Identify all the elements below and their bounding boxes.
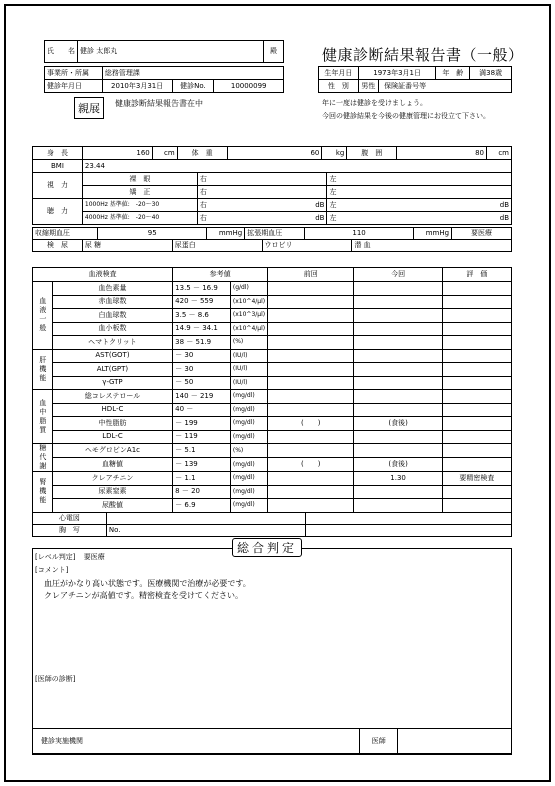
ref-unit: (mg/dl): [230, 458, 267, 472]
prev-value: [268, 322, 354, 336]
date-label: 健診年月日: [45, 80, 103, 93]
ref-unit: (x10^4/μl): [230, 295, 267, 309]
ref-range: － 6.9: [173, 499, 231, 513]
test-name: ALT(GPT): [52, 363, 172, 377]
vision-label: 視 力: [33, 173, 83, 199]
age-label: 年 齢: [436, 67, 470, 80]
doctor-label: 医師: [360, 729, 398, 755]
prev-value: [268, 444, 354, 458]
height-unit: cm: [152, 147, 177, 160]
name-block: [44, 40, 284, 63]
institution-label: 健診実施機関: [33, 729, 360, 755]
test-name: クレアチニン: [52, 472, 172, 486]
height-value: 160: [82, 147, 152, 160]
group-label-lipid: 血中脂質: [38, 398, 47, 435]
eval-value: [442, 322, 511, 336]
ref-unit: (x10^4/μl): [230, 322, 267, 336]
prev-value: [268, 336, 354, 350]
weight-value: 60: [227, 147, 322, 160]
blood-row: [33, 349, 512, 363]
company-value: 総務管理課: [102, 67, 283, 80]
vision-corrected-right: 右: [197, 186, 327, 199]
waist-unit: cm: [487, 147, 512, 160]
blood-row: [33, 309, 512, 323]
ref-range: － 139: [173, 458, 231, 472]
ref-unit: (g/dl): [230, 282, 267, 296]
eval-value: [442, 336, 511, 350]
vision-naked-left: 左: [327, 173, 512, 186]
height-label: 身 長: [33, 147, 83, 160]
hearing-4000-left-label: 左: [329, 213, 337, 222]
blood-row: [33, 376, 512, 390]
urine-label: 検 尿: [33, 240, 83, 252]
eval-value: [442, 417, 511, 431]
blood-row: [33, 499, 512, 513]
ref-range: 13.5 － 16.9: [173, 282, 231, 296]
ref-unit: (%): [230, 444, 267, 458]
summary-heading: 総合判定: [232, 538, 302, 557]
blood-row: [33, 458, 512, 472]
hearing-4000-right: [197, 212, 327, 225]
sbp-label: 収縮期血圧: [33, 228, 98, 240]
curr-value: [354, 390, 442, 404]
prev-value: [268, 363, 354, 377]
ref-range: － 199: [173, 417, 231, 431]
blood-test-table: [32, 267, 512, 513]
test-name: ヘマトクリット: [52, 336, 172, 350]
hearing-1000-left-label: 左: [329, 200, 337, 209]
group-label-anemia: 血液一般: [38, 297, 47, 334]
urine-sugar-label: 尿 糖: [82, 240, 172, 252]
col-test: 血液検査: [33, 268, 173, 282]
dbp-label: 拡張期血圧: [245, 228, 305, 240]
ref-range: － 30: [173, 363, 231, 377]
hearing-1000-right-unit: dB: [315, 200, 325, 209]
hearing-1000-right-label: 右: [199, 200, 207, 209]
blood-row: [33, 444, 512, 458]
prev-value: [268, 485, 354, 499]
bmi-value: 23.44: [82, 160, 511, 173]
test-name: 赤血球数: [52, 295, 172, 309]
eval-value: [442, 430, 511, 444]
curr-value: (食後): [354, 458, 442, 472]
blood-row: [33, 403, 512, 417]
test-name: HDL-C: [52, 403, 172, 417]
curr-value: [354, 295, 442, 309]
comment-2: クレアチニンが高値です。精密検査を受けてください。: [44, 591, 244, 600]
level-label: [レベル判定]: [35, 553, 76, 561]
body-measurements: [32, 146, 512, 173]
urine-test: [32, 239, 512, 252]
prev-value: [268, 295, 354, 309]
company-label: 事業所・所属: [45, 67, 103, 80]
blood-row: [33, 485, 512, 499]
col-curr: 今回: [354, 268, 442, 282]
blood-row: [33, 430, 512, 444]
col-eval: 評 価: [442, 268, 511, 282]
sbp-value: 95: [98, 228, 207, 240]
prev-value: [268, 282, 354, 296]
weight-unit: kg: [322, 147, 347, 160]
sex-label: 性 別: [319, 80, 359, 93]
ref-unit: (mg/dl): [230, 430, 267, 444]
hz1000-label: 1000Hz 基準値: -20〜30: [82, 199, 197, 212]
xray-label: 胸 写: [33, 525, 107, 537]
naked-label: 裸 眼: [82, 173, 197, 186]
ref-unit: (IU/l): [230, 376, 267, 390]
note-2: 今回の健診結果を今後の健康管理にお役立て下さい。: [322, 112, 490, 120]
ref-unit: (IU/l): [230, 363, 267, 377]
age-value: 満38歳: [470, 67, 512, 80]
ref-unit: (mg/dl): [230, 485, 267, 499]
group-label-liver: 肝機能: [38, 355, 47, 383]
bmi-label: BMI: [33, 160, 83, 173]
eval-value: [442, 349, 511, 363]
ref-range: － 119: [173, 430, 231, 444]
company-block: [44, 66, 284, 80]
honorific: 殿: [264, 41, 284, 63]
eval-value: [442, 499, 511, 513]
ref-unit: (IU/l): [230, 349, 267, 363]
corrected-label: 矯 正: [82, 186, 197, 199]
level-value: 要医療: [83, 553, 105, 561]
sbp-unit: mmHg: [207, 228, 245, 240]
urobilin-label: ウロビリ: [262, 240, 352, 252]
dbp-unit: mmHg: [414, 228, 452, 240]
eval-value: [442, 485, 511, 499]
date-value: 2010年3月31日: [102, 80, 172, 93]
comment-label: [コメント]: [35, 566, 69, 574]
name-value: 健診 太郎丸: [78, 41, 264, 63]
prev-value: [268, 376, 354, 390]
ref-range: 420 － 559: [173, 295, 231, 309]
dbp-value: 110: [305, 228, 414, 240]
insurance-label: 保険証番号等: [384, 82, 427, 90]
comment-1: 血圧がかなり高い状態です。医療機関で治療が必要です。: [44, 579, 251, 588]
group-label-sugar: 糖代謝: [38, 444, 47, 471]
prev-value: ( ): [268, 458, 354, 472]
ecg-xray: [32, 512, 512, 537]
occult-blood-label: 潜 血: [352, 240, 512, 252]
eval-value: [442, 282, 511, 296]
ref-range: － 1.1: [173, 472, 231, 486]
ref-unit: (%): [230, 336, 267, 350]
curr-value: [354, 336, 442, 350]
hearing-4000-right-unit: dB: [315, 213, 325, 222]
blood-row: [33, 363, 512, 377]
blood-row: [33, 390, 512, 404]
ref-range: － 5.1: [173, 444, 231, 458]
curr-value: [354, 282, 442, 296]
curr-value: [354, 485, 442, 499]
prev-value: [268, 472, 354, 486]
test-name: LDL-C: [52, 430, 172, 444]
test-name: 尿素窒素: [52, 485, 172, 499]
test-name: 白血球数: [52, 309, 172, 323]
ref-unit: (x10^3/μl): [230, 309, 267, 323]
hearing-label: 聴 力: [33, 199, 83, 225]
ref-unit: (mg/dl): [230, 499, 267, 513]
hearing-4000-left-unit: dB: [499, 213, 509, 222]
document-title: 健康診断結果報告書（一般）: [322, 46, 524, 64]
weight-label: 体 重: [177, 147, 227, 160]
eval-value: [442, 295, 511, 309]
blood-row: [33, 322, 512, 336]
personal-info: [318, 66, 512, 93]
prev-value: [268, 390, 354, 404]
eval-value: [442, 309, 511, 323]
curr-value: 1.30: [354, 472, 442, 486]
test-name: ヘモグロビンA1c: [52, 444, 172, 458]
hearing-1000-left: [327, 199, 512, 212]
ref-unit: (mg/dl): [230, 403, 267, 417]
prev-value: [268, 403, 354, 417]
ref-unit: (mg/dl): [230, 472, 267, 486]
vision-naked-right: 右: [197, 173, 327, 186]
col-ref: 参考値: [173, 268, 268, 282]
eval-value: 要精密検査: [442, 472, 511, 486]
prev-value: [268, 430, 354, 444]
doctor-diag-label: [医師の診断]: [35, 675, 76, 683]
prev-value: ( ): [268, 417, 354, 431]
prev-value: [268, 499, 354, 513]
xray-no: No.: [106, 525, 306, 537]
blood-row: [33, 336, 512, 350]
name-label: 氏 名: [45, 41, 78, 63]
group-label-kidney: 腎機能: [38, 478, 47, 506]
ref-range: 140 － 219: [173, 390, 231, 404]
eval-value: [442, 376, 511, 390]
eval-value: [442, 444, 511, 458]
hearing-1000-left-unit: dB: [499, 200, 509, 209]
eval-value: [442, 458, 511, 472]
waist-label: 腹 囲: [347, 147, 397, 160]
enclosed-text: 健康診断結果報告書在中: [115, 99, 203, 108]
curr-value: [354, 403, 442, 417]
hz4000-label: 4000Hz 基準値: -20〜40: [82, 212, 197, 225]
col-prev: 前回: [268, 268, 354, 282]
curr-value: (食後): [354, 417, 442, 431]
blood-row: [33, 295, 512, 309]
curr-value: [354, 376, 442, 390]
ref-range: － 50: [173, 376, 231, 390]
ref-unit: (mg/dl): [230, 417, 267, 431]
test-name: AST(GOT): [52, 349, 172, 363]
curr-value: [354, 349, 442, 363]
ref-range: 40 －: [173, 403, 231, 417]
curr-value: [354, 430, 442, 444]
eval-value: [442, 390, 511, 404]
test-name: 血小板数: [52, 322, 172, 336]
signature-row: [32, 728, 512, 755]
ref-range: 14.9 － 34.1: [173, 322, 231, 336]
hearing-1000-right: [197, 199, 327, 212]
blood-row: [33, 282, 512, 296]
test-name: 血糖値: [52, 458, 172, 472]
ecg-label: 心電図: [33, 513, 107, 525]
birth-label: 生年月日: [319, 67, 359, 80]
prev-value: [268, 349, 354, 363]
curr-value: [354, 322, 442, 336]
ref-range: 38 － 51.9: [173, 336, 231, 350]
urine-protein-label: 尿蛋白: [172, 240, 262, 252]
test-name: 尿酸値: [52, 499, 172, 513]
vision-corrected-left: 左: [327, 186, 512, 199]
waist-value: 80: [397, 147, 487, 160]
curr-value: [354, 444, 442, 458]
ref-unit: (mg/dl): [230, 390, 267, 404]
ref-range: 3.5 － 8.6: [173, 309, 231, 323]
no-value: 10000099: [214, 80, 284, 93]
ref-range: 8 － 20: [173, 485, 231, 499]
eval-value: [442, 363, 511, 377]
test-name: 総コレステロール: [52, 390, 172, 404]
curr-value: [354, 499, 442, 513]
test-name: γ-GTP: [52, 376, 172, 390]
hearing-4000-right-label: 右: [199, 213, 207, 222]
curr-value: [354, 309, 442, 323]
date-block: [44, 79, 284, 93]
oyaten-stamp: 親展: [74, 97, 104, 119]
no-label: 健診No.: [172, 80, 214, 93]
hearing-4000-left: [327, 212, 512, 225]
blood-row: [33, 472, 512, 486]
bp-judge: 要医療: [452, 228, 512, 240]
ref-range: － 30: [173, 349, 231, 363]
test-name: 中性脂肪: [52, 417, 172, 431]
vision-hearing: [32, 172, 512, 225]
birth-value: 1973年3月1日: [358, 67, 436, 80]
curr-value: [354, 363, 442, 377]
note-1: 年に一度は健診を受けましょう。: [322, 99, 427, 107]
test-name: 血色素量: [52, 282, 172, 296]
eval-value: [442, 403, 511, 417]
blood-row: [33, 417, 512, 431]
sex-value: 男性: [359, 80, 379, 92]
prev-value: [268, 309, 354, 323]
